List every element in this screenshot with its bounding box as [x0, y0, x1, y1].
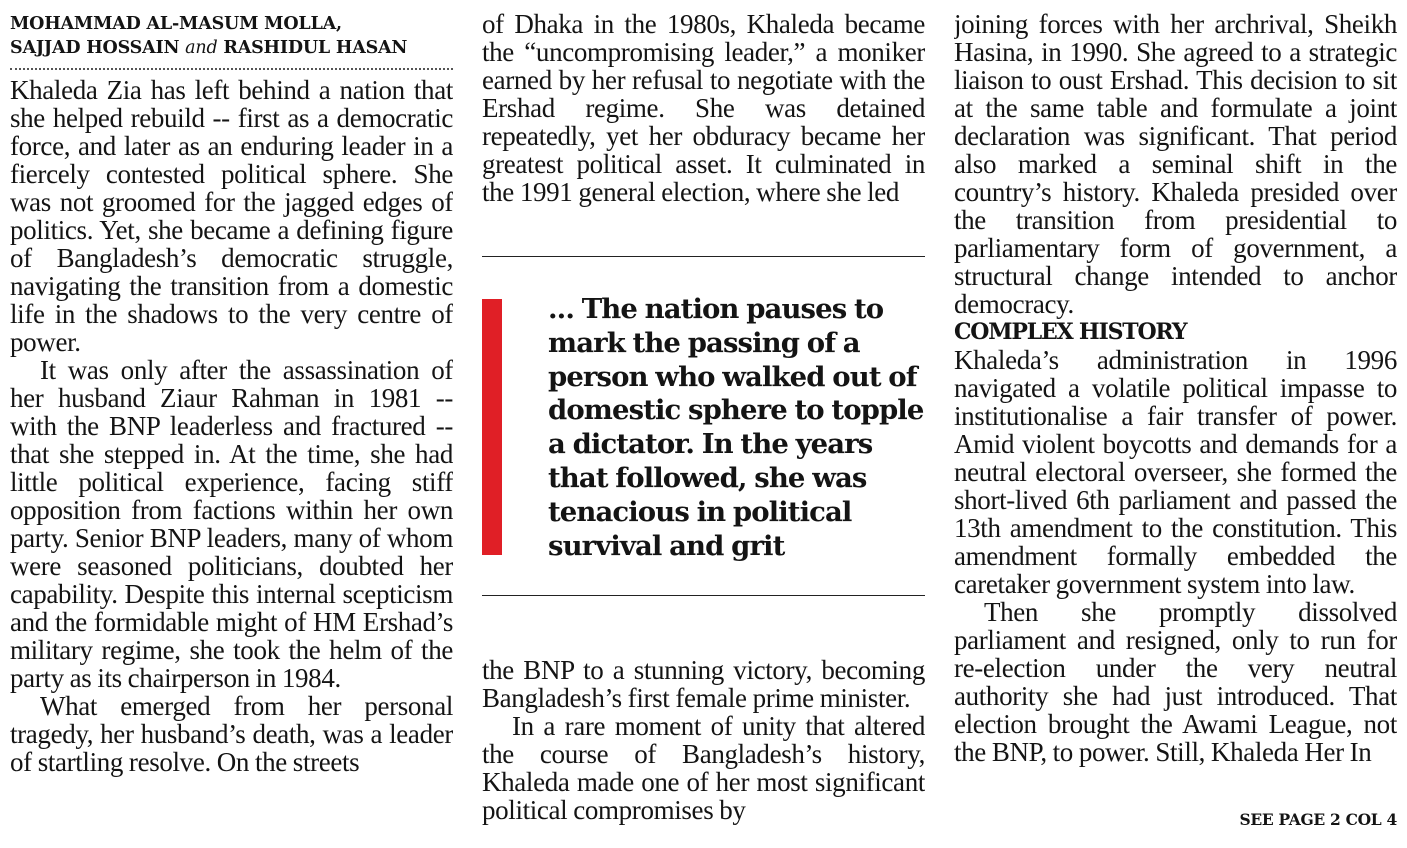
paragraph-intro: Khaleda Zia has left behind a nation that she helped rebuild -- first as a democratic force, and later as an enduring leader in a fiercely contested political sphere. She was not groomed for the jagged edges of politics. Yet, she became a defining figure of Bangladesh’s democratic struggle, navigating the transition from a domestic life in the shadows to the very centre of power.	[10, 75, 453, 357]
byline	[10, 0, 453, 70]
paragraph-assassination: It was only after the assassination of her husband Ziaur Rahman in 1981 -- with the BNP leaderless and fractured -- that she stepped in. At the time, she had little political experience, facing stiff opposition from factions within her own party. Senior BNP leaders, many of whom were seasoned politicians, doubted her capability. Despite this internal scepticism and the formidable might of HM Ershad’s military regime, she took the helm of the party as its chairperson in 1984.	[10, 355, 453, 693]
paragraph-dhaka-streets: of Dhaka in the 1980s, Khaleda became the “uncompromising leader,” a moniker earned by her refusal to negotiate with the Ershad regime. She was detained repeatedly, yet her obduracy became her greatest political asset. It culminated in the 1991 general election, where she led	[482, 9, 925, 207]
paragraph-administration-1996: Khaleda’s administration in 1996 navigated a volatile political impasse to institutionalise a fair transfer of power. Amid violent boycotts and demands for a neutral electoral overseer, she formed the short-lived 6th parliament and passed the 13th amendment to the constitution. This amendment formally embedded the caretaker government system into law.	[954, 345, 1397, 599]
pull-quote-text: ... The nation pauses to mark the passing of a person who walked out of domestic sphere to topple a dictator. In the years that followed, she was tenacious in political survival and grit	[548, 293, 924, 562]
paragraph-dissolved-parliament: Then she promptly dissolved parliament and resigned, only to run for re-election under the very neutral authority she had just introduced. That election brought the Awami League, not the BNP, to power. Still, Khaleda Her In	[954, 597, 1397, 767]
paragraph-unity: In a rare moment of unity that altered the course of Bangladesh’s history, Khaleda made one of her most significant political compromises by	[482, 711, 925, 825]
byline-last-name: RASHIDUL HASAN	[223, 38, 408, 58]
article-column-2	[482, 0, 925, 848]
subhead-complex-history: COMPLEX HISTORY	[954, 319, 1187, 345]
paragraph-victory: the BNP to a stunning victory, becoming Bangladesh’s first female prime minister.	[482, 655, 925, 713]
continued-on-page-link[interactable]: SEE PAGE 2 COL 4	[1239, 810, 1397, 829]
article-column-1	[10, 0, 453, 848]
byline-line-1: MOHAMMAD AL-MASUM MOLLA,	[10, 14, 342, 34]
article-column-3	[954, 0, 1397, 848]
paragraph-joining-forces: joining forces with her archrival, Sheikh Hasina, in 1990. She agreed to a strategic liaison to oust Ershad. This decision to sit at the same table and formulate a joint declaration was significant. That period also marked a seminal shift in the country’s history. Khaleda presided over the transition from presidential to parliamentary form of government, a structural change intended to anchor democracy.	[954, 9, 1397, 319]
byline-and: and	[185, 38, 218, 58]
pull-quote	[482, 256, 925, 596]
paragraph-resolve: What emerged from her personal tragedy, her husband’s death, was a leader of startling resolve. On the streets	[10, 691, 453, 777]
pull-quote-accent-bar	[482, 299, 502, 555]
byline-names: SAJJAD HOSSAIN	[10, 38, 180, 58]
byline-line-2	[10, 36, 453, 60]
